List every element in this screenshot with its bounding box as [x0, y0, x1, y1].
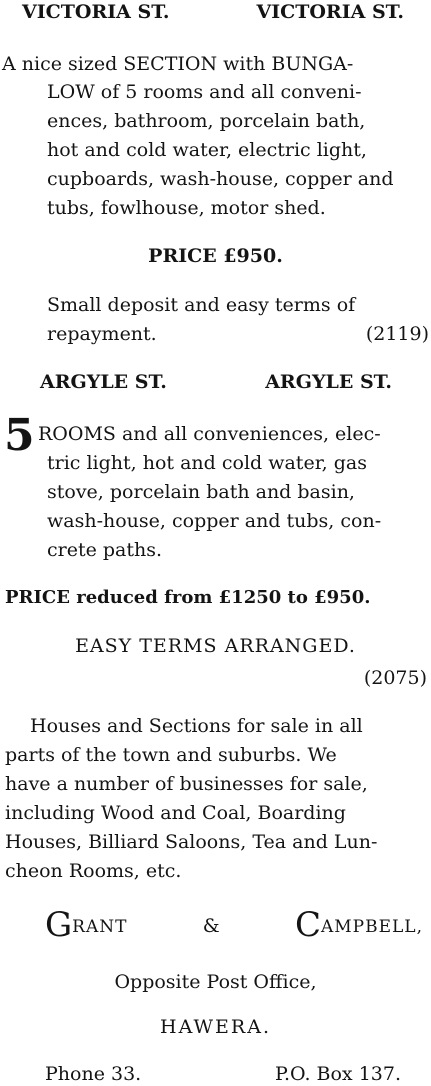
- ad2-price: PRICE reduced from £1250 to £950.: [5, 587, 371, 608]
- ad2-body-line: tric light, hot and cold water, gas: [47, 452, 368, 474]
- ad2-body-line: wash-house, copper and tubs, con-: [47, 510, 382, 532]
- ad2-heading-left: ARGYLE ST.: [40, 371, 167, 393]
- ad1-ref-number: (2119): [365, 323, 429, 345]
- ad1-terms-row: [47, 322, 429, 346]
- ad1-body-line: A nice sized SECTION with BUNGA-: [2, 53, 354, 75]
- firm-name-grant: [45, 905, 128, 945]
- ad1-terms-line: Small deposit and easy terms of: [47, 294, 356, 316]
- firm-initial-c: C: [294, 905, 321, 945]
- ad2-body-line: stove, porcelain bath and basin,: [47, 481, 355, 503]
- general-line: Houses and Sections for sale in all: [30, 715, 363, 737]
- firm-initial-g: G: [45, 905, 73, 945]
- general-line: including Wood and Coal, Boarding: [5, 802, 346, 824]
- ad2-body-line: ROOMS and all conveniences, elec-: [38, 423, 381, 445]
- ad2-terms: EASY TERMS ARRANGED.: [75, 635, 356, 657]
- ad1-body-line: ences, bathroom, porcelain bath,: [47, 110, 366, 132]
- ad1-heading: [22, 0, 404, 24]
- general-line: cheon Rooms, etc.: [5, 860, 182, 882]
- firm-name-rest: AMPBELL,: [320, 917, 423, 937]
- ad1-terms-line: repayment.: [47, 323, 157, 345]
- firm-name-rest: RANT: [72, 917, 128, 937]
- ad1-body-line: tubs, fowlhouse, motor shed.: [47, 197, 326, 219]
- firm-contact: [45, 1062, 401, 1086]
- firm-phone: Phone 33.: [45, 1063, 142, 1085]
- general-line: have a number of businesses for sale,: [5, 773, 368, 795]
- general-line: parts of the town and suburbs. We: [5, 744, 337, 766]
- firm-name: [45, 905, 423, 945]
- ad1-body-line: cupboards, wash-house, copper and: [47, 168, 394, 190]
- ad1-body-line: LOW of 5 rooms and all conveni-: [47, 81, 362, 103]
- ad1-heading-right: VICTORIA ST.: [256, 1, 404, 23]
- ad2-ref-number: (2075): [363, 667, 427, 689]
- ad1-body-line: hot and cold water, electric light,: [47, 139, 367, 161]
- firm-town: HAWERA.: [160, 1016, 271, 1038]
- ad2-drop-initial: 5: [4, 410, 35, 461]
- ad2-heading-right: ARGYLE ST.: [265, 371, 392, 393]
- ad1-price: PRICE £950.: [148, 245, 283, 267]
- ad1-heading-left: VICTORIA ST.: [22, 1, 170, 23]
- ad2-body-line: crete paths.: [47, 539, 163, 561]
- ad2-heading: [40, 370, 392, 394]
- firm-name-campbell: [294, 905, 423, 945]
- firm-address: Opposite Post Office,: [114, 971, 317, 993]
- firm-ampersand: &: [202, 915, 220, 937]
- general-line: Houses, Billiard Saloons, Tea and Lun-: [5, 831, 378, 853]
- firm-pobox: P.O. Box 137.: [275, 1063, 401, 1085]
